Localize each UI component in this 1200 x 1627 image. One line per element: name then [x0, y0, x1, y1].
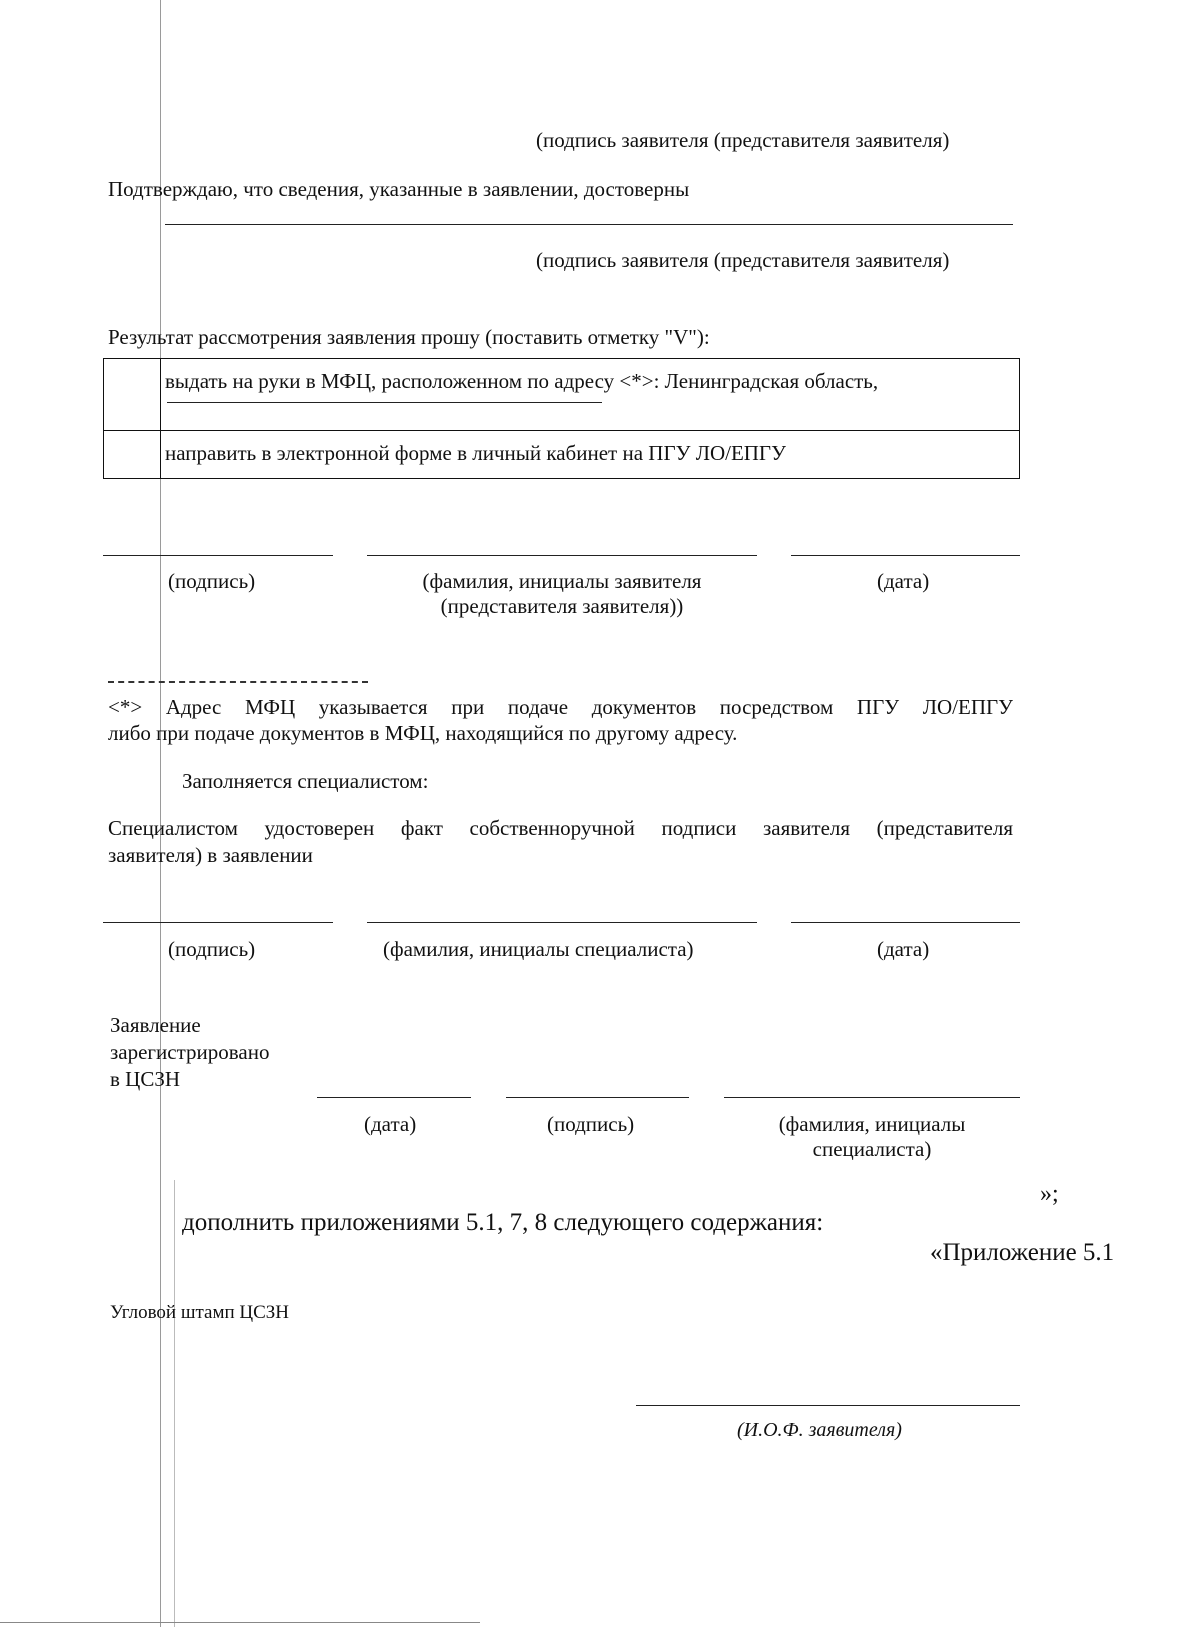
scan-artifact-line	[174, 1180, 175, 1627]
name-label-line: (фамилия, инициалы	[778, 1112, 966, 1136]
amendment-text: дополнить приложениями 5.1, 7, 8 следующего содержания:	[182, 1209, 824, 1236]
date-line	[317, 1097, 471, 1098]
date-line	[791, 555, 1020, 556]
scan-artifact-line	[0, 1622, 480, 1623]
signature-caption: (подпись заявителя (представителя заявителя)	[536, 128, 950, 152]
option-row	[104, 359, 1020, 431]
signature-line	[103, 555, 333, 556]
registered-label-line: зарегистрировано	[110, 1040, 270, 1064]
appendix-title: «Приложение 5.1	[930, 1239, 1115, 1266]
name-label-line: (представителя заявителя))	[440, 594, 684, 619]
date-label: (дата)	[877, 569, 930, 593]
signature-label: (подпись)	[168, 937, 256, 961]
delivery-options-table	[103, 358, 1020, 479]
name-line	[724, 1097, 1020, 1098]
registered-label-line: Заявление	[110, 1013, 201, 1037]
signature-line	[103, 922, 333, 923]
signature-line	[506, 1097, 689, 1098]
footnote-separator	[108, 681, 368, 683]
name-label: (фамилия, инициалы специалиста)	[383, 937, 694, 961]
option-cell	[161, 359, 1020, 431]
registered-label	[110, 1012, 269, 1093]
option-cell	[161, 431, 1020, 479]
date-label: (дата)	[364, 1112, 417, 1136]
name-label-line: (фамилия, инициалы заявителя	[422, 569, 702, 593]
name-line	[367, 922, 757, 923]
specialist-text: заявителя) в заявлении	[108, 843, 313, 867]
applicant-fio-line	[636, 1405, 1020, 1406]
specialist-text: Специалистом удостоверен факт собственноручной подписи заявителя (представителя	[108, 816, 1013, 840]
corner-stamp-label: Угловой штамп ЦСЗН	[110, 1302, 290, 1323]
applicant-fio-label: (И.О.Ф. заявителя)	[737, 1419, 902, 1441]
option-checkbox[interactable]	[104, 359, 161, 431]
date-label: (дата)	[877, 937, 930, 961]
closing-quote: »;	[1040, 1181, 1059, 1207]
signature-label: (подпись)	[168, 569, 256, 593]
option-checkbox[interactable]	[104, 431, 161, 479]
name-label	[380, 569, 744, 619]
scan-artifact-line	[160, 0, 161, 1627]
confirmation-text: Подтверждаю, что сведения, указанные в заявлении, достоверны	[108, 177, 690, 201]
footnote-text: либо при подаче документов в МФЦ, находящийся по другому адресу.	[108, 721, 738, 745]
date-line	[791, 922, 1020, 923]
result-prompt: Результат рассмотрения заявления прошу (поставить отметку "V"):	[108, 325, 710, 349]
name-label-line: специалиста)	[812, 1137, 932, 1162]
option-row	[104, 431, 1020, 479]
option-label: выдать на руки в МФЦ, расположенном по адресу <*>: Ленинградская область,	[165, 369, 879, 393]
footnote-text: <*> Адрес МФЦ указывается при подаче документов посредством ПГУ ЛО/ЕПГУ	[108, 695, 1013, 719]
option-label: направить в электронной форме в личный кабинет на ПГУ ЛО/ЕПГУ	[165, 441, 786, 465]
address-line	[167, 402, 602, 403]
signature-line	[165, 224, 1013, 225]
signature-caption: (подпись заявителя (представителя заявителя)	[536, 248, 950, 272]
signature-label: (подпись)	[547, 1112, 635, 1136]
name-line	[367, 555, 757, 556]
name-label	[740, 1112, 1004, 1162]
registered-label-line: в ЦСЗН	[110, 1067, 181, 1091]
specialist-heading: Заполняется специалистом:	[182, 769, 429, 793]
